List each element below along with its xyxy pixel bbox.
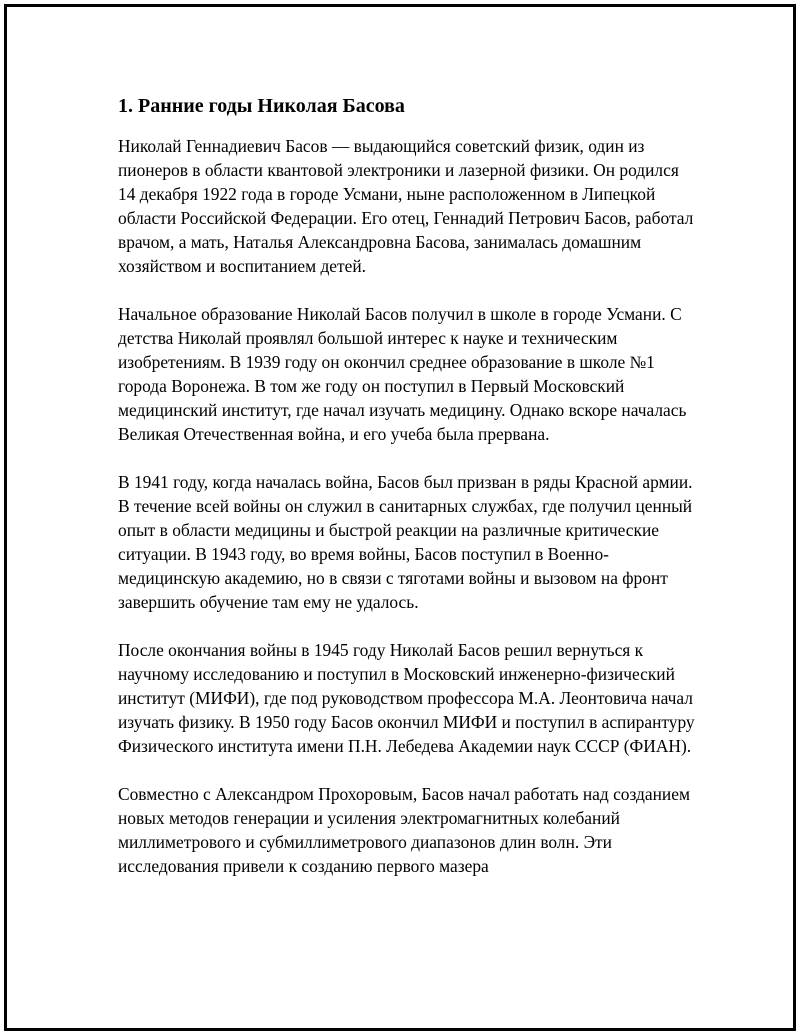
document-body (118, 92, 698, 902)
paragraph-1: Николай Геннадиевич Басов — выдающийся советский физик, один из пионеров в области квантовой электроники и лазерной физики. Он родился 14 декабря 1922 года в городе Усмани, ныне расположенном в Липецкой области Российской Федерации. Его отец, Геннадий Петрович Басов, работал врачом, а мать, Наталья Александровна Басова, занималась домашним хозяйством и воспитанием детей. (118, 136, 694, 276)
paragraph-3: В 1941 году, когда началась война, Басов был призван в ряды Красной армии. В течение всей войны он служил в санитарных службах, где получил ценный опыт в области медицины и быстрой реакции на различные критические ситуации. В 1943 году, во время войны, Басов поступил в Военно-медицинскую академию, но в связи с тяготами войны и вызовом на фронт завершить обучение там ему не удалось. (118, 472, 693, 612)
paragraph-5: Совместно с Александром Прохоровым, Басов начал работать над созданием новых методов генерации и усиления электромагнитных колебаний миллиметрового и субмиллиметрового диапазонов длин волн. Эти исследования привели к созданию первого мазера (118, 784, 690, 876)
section-heading: 1. Ранние годы Николая Басова (118, 95, 405, 117)
paragraph-4: После окончания войны в 1945 году Николай Басов решил вернуться к научному исследованию и поступил в Московский инженерно-физический институт (МИФИ), где под руководством профессора М.А. Леонтовича начал изучать физику. В 1950 году Басов окончил МИФИ и поступил в аспирантуру Физического института имени П.Н. Лебедева Академии наук СССР (ФИАН). (118, 640, 695, 756)
paragraph-2: Начальное образование Николай Басов получил в школе в городе Усмани. С детства Николай проявлял большой интерес к науке и техническим изобретениям. В 1939 году он окончил среднее образование в школе №1 города Воронежа. В том же году он поступил в Первый Московский медицинский институт, где начал изучать медицину. Однако вскоре началась Великая Отечественная война, и его учеба была прервана. (118, 304, 687, 444)
